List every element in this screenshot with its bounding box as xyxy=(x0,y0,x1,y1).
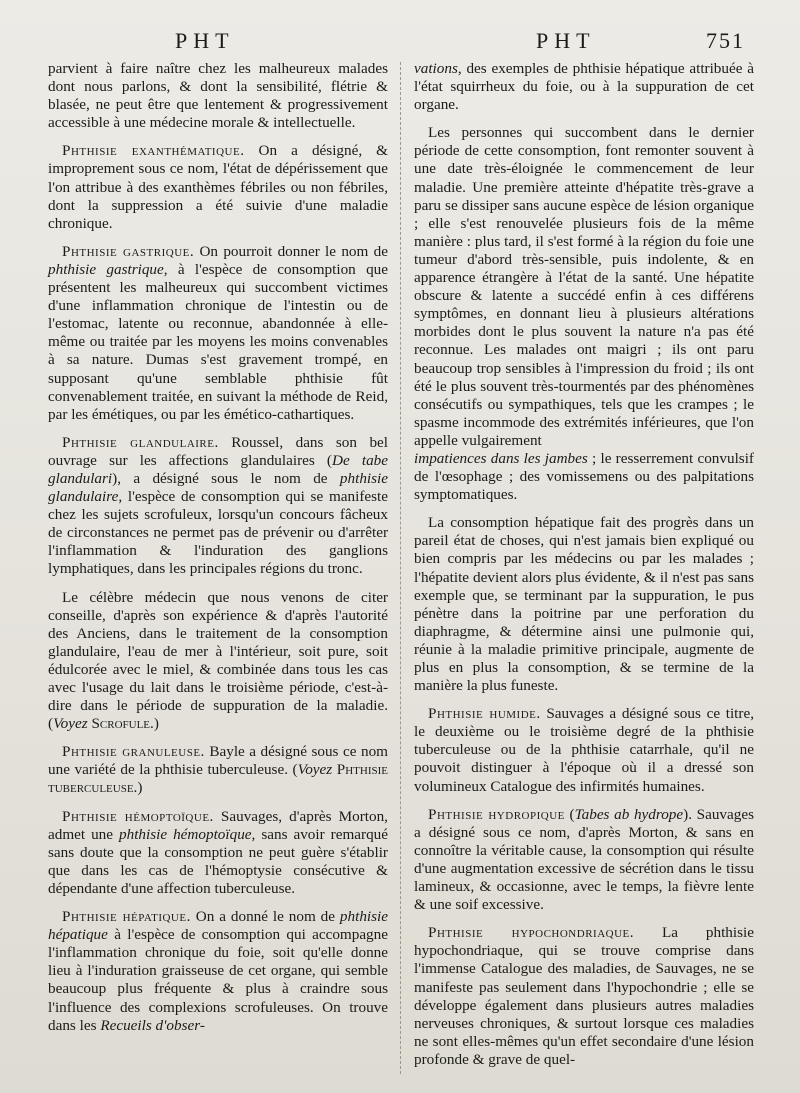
entry-heading: Phthisie hémoptoïque. xyxy=(62,807,214,825)
paragraph: impatiences dans les jambes ; le resserrement convulsif de l'œsophage ; des vomissemens ou des palpitations symptomatiques. xyxy=(414,449,754,504)
entry-hepatique: Phthisie hépatique. On a donné le nom de phthisie hépatique à l'espèce de consomption qui accompagne l'inflammation chronique du foie, soit qu'elle donne lieu à l'induration graisseuse de cet organe, qui semble beaucoup plus fréquente & plus à craindre sous l'influence des complexions scrofuleuses. On trouve dans les Recueils d'obser- xyxy=(48,908,389,1034)
header-left-title: PHT xyxy=(175,28,235,53)
entry-humide: Phthisie humide. Sauvages a désigné sous ce titre, le deuxième ou le troisième degré de la phthisie tuberculeuse ou de la phthisie catarrhale, qu'il ne pouvoit distinguer à l'époque où il a dressé son volumineux Catalogue des infirmités humaines. xyxy=(414,705,754,795)
entry-glandulaire: Phthisie glandulaire. Roussel, dans son bel ouvrage sur les affections glandulaires (De tabe glandulari), a désigné sous le nom de phthisie glandulaire, l'espèce de consomption qui se manifeste chez les sujets scrofuleux, lorsqu'un concours fâcheux de circonstances ne permet pas de prévenir ou d'arrêter l'inflammation & l'induration des ganglions lymphatiques, dans les principales régions du tronc. xyxy=(48,433,389,578)
entry-heading: Phthisie glandulaire. xyxy=(62,433,219,451)
entry-heading: Phthisie hydropique xyxy=(428,805,565,823)
paragraph: parvient à faire naître chez les malheureux malades dont nous parlons, & dont la sensibilité, flétrie & blasée, ne peut être que lentement & progressivement accessible à une médecine morale & intellectuelle. xyxy=(48,60,388,132)
entry-heading: Phthisie granuleuse. xyxy=(62,743,205,761)
cross-reference: Scrofule. xyxy=(87,715,154,733)
cross-reference: Phthisie tuberculeuse. xyxy=(48,761,389,797)
paragraph: Le célèbre médecin que nous venons de citer conseille, d'après son expérience & d'après l'autorité des Anciens, dans le traitement de la consomption glandulaire, l'eau de mer à l'intérieur, soit pure, soit édulcorée avec le miel, & combinée dans tous les cas avec l'usage du lait dans le troisième période, c'est-à-dire dans le période de suppuration de la maladie. (Voyez Scrofule.) xyxy=(48,588,388,733)
paragraph: La consomption hépatique fait des progrès dans un pareil état de choses, qui n'est jamais bien expliqué ou bien compris par les médecins ou par les malades ; l'hépatite devient alors plus évidente, & il n'est pas sans exemple que, se terminant par la suppuration, le pus pénètre dans la poitrine par une perforation du diaphragme, & détermine ainsi une pulmonie qui, réunie à la maladie primitive principale, augmente de plus en plus la consomption, & se termine de la manière la plus funeste. xyxy=(414,514,754,695)
entry-exanthematique: Phthisie exanthématique. On a désigné, & improprement sous ce nom, l'état de dépérissement que l'on attribue à des exanthèmes fébriles ou non fébriles, dont la suppression a été suivie d'une maladie chronique. xyxy=(48,142,388,232)
entry-hypochondriaque: Phthisie hypochondriaque. La phthisie hypochondriaque, qui se trouve comprise dans l'immense Catalogue des maladies, de Sauvages, ne se manifeste pas seulement dans l'hypochondrie ; elle se développe également dans plusieurs autres maladies nerveuses chroniques, & surtout lorsque ces maladies ne sont elles-mêmes qu'un effet secondaire d'une lésion profonde & grave de quel- xyxy=(414,924,754,1068)
right-column xyxy=(414,60,754,1079)
column-divider xyxy=(400,62,401,1074)
left-column xyxy=(48,60,388,1045)
entry-heading: Phthisie hypochondriaque. xyxy=(428,924,635,942)
entry-heading: Phthisie exanthématique. xyxy=(62,142,245,160)
entry-heading: Phthisie gastrique. xyxy=(62,242,195,260)
entry-heading: Phthisie humide. xyxy=(428,705,541,723)
entry-heading: Phthisie hépatique. xyxy=(62,908,191,926)
entry-granuleuse: Phthisie granuleuse. Bayle a désigné sous ce nom une variété de la phthisie tuberculeuse. (Voyez Phthisie tuberculeuse.) xyxy=(48,743,389,797)
entry-hydropique: Phthisie hydropique (Tabes ab hydrope). Sauvages a désigné sous ce nom, d'après Morton, & sans en connoître la véritable cause, la consomption qui résulte d'une augmentation excessive de sécrétion dans le tissu lamineux, & occasionne, avec le temps, la fièvre lente & une soif excessive. xyxy=(414,805,755,914)
running-header xyxy=(0,28,800,56)
entry-hemoptoique: Phthisie hémoptoïque. Sauvages, d'après Morton, admet une phthisie hémoptoïque, sans avoir remarqué sans doute que la consomption ne peut guère s'établir que dans les cas de l'hémoptysie consécutive & dépendante d'une affection tuberculeuse. xyxy=(48,807,388,897)
paragraph: vations, des exemples de phthisie hépatique attribuée à l'état squirrheux du foie, ou à la suppuration de cet organe. xyxy=(414,60,754,114)
entry-gastrique: Phthisie gastrique. On pourroit donner le nom de phthisie gastrique, à l'espèce de consomption que présentent les malheureux qui succombent victimes d'une inflammation chronique de l'intestin ou de l'estomac, latente ou reconnue, abandonnée à elle-même ou traitée par les moyens les moins convenables à sa nature. Dumas s'est gravement trompé, en supposant qu'une semblable phthisie fût convenablement traitée, en suivant la méthode de Reid, par les émétiques, ou par les émético-cathartiques. xyxy=(48,242,388,423)
header-right-title: PHT xyxy=(536,28,596,53)
page-number: 751 xyxy=(706,28,745,53)
paragraph: Les personnes qui succombent dans le dernier période de cette consomption, font remonter souvent à une date très-éloignée le commencement de leur maladie. Une première atteinte d'hépatite très-grave a paru se dissiper sans aucune espèce de lésion organique ; elle s'est renouvelée plusieurs fois de la même manière : plus tard, il s'est formé à la région du foie une tumeur d'abord très-sensible, puis indolente, & en apparence étrangère à l'état de la santé. Une hépatite obscure & latente a succédé enfin à ces différens symptômes, en donnant lieu à plusieurs altérations morbides dont le plus souvent la nature n'a pas été reconnue. Les malades ont maigri ; ils ont paru beaucoup trop sensibles à l'impression du froid ; ils ont été le plus souvent très-tourmentés par des phénomènes consécutifs ou sympathiques, tels que les crampes ; le spasme incommode des extrémités inférieures, que l'on appelle vulgairement xyxy=(414,124,754,449)
